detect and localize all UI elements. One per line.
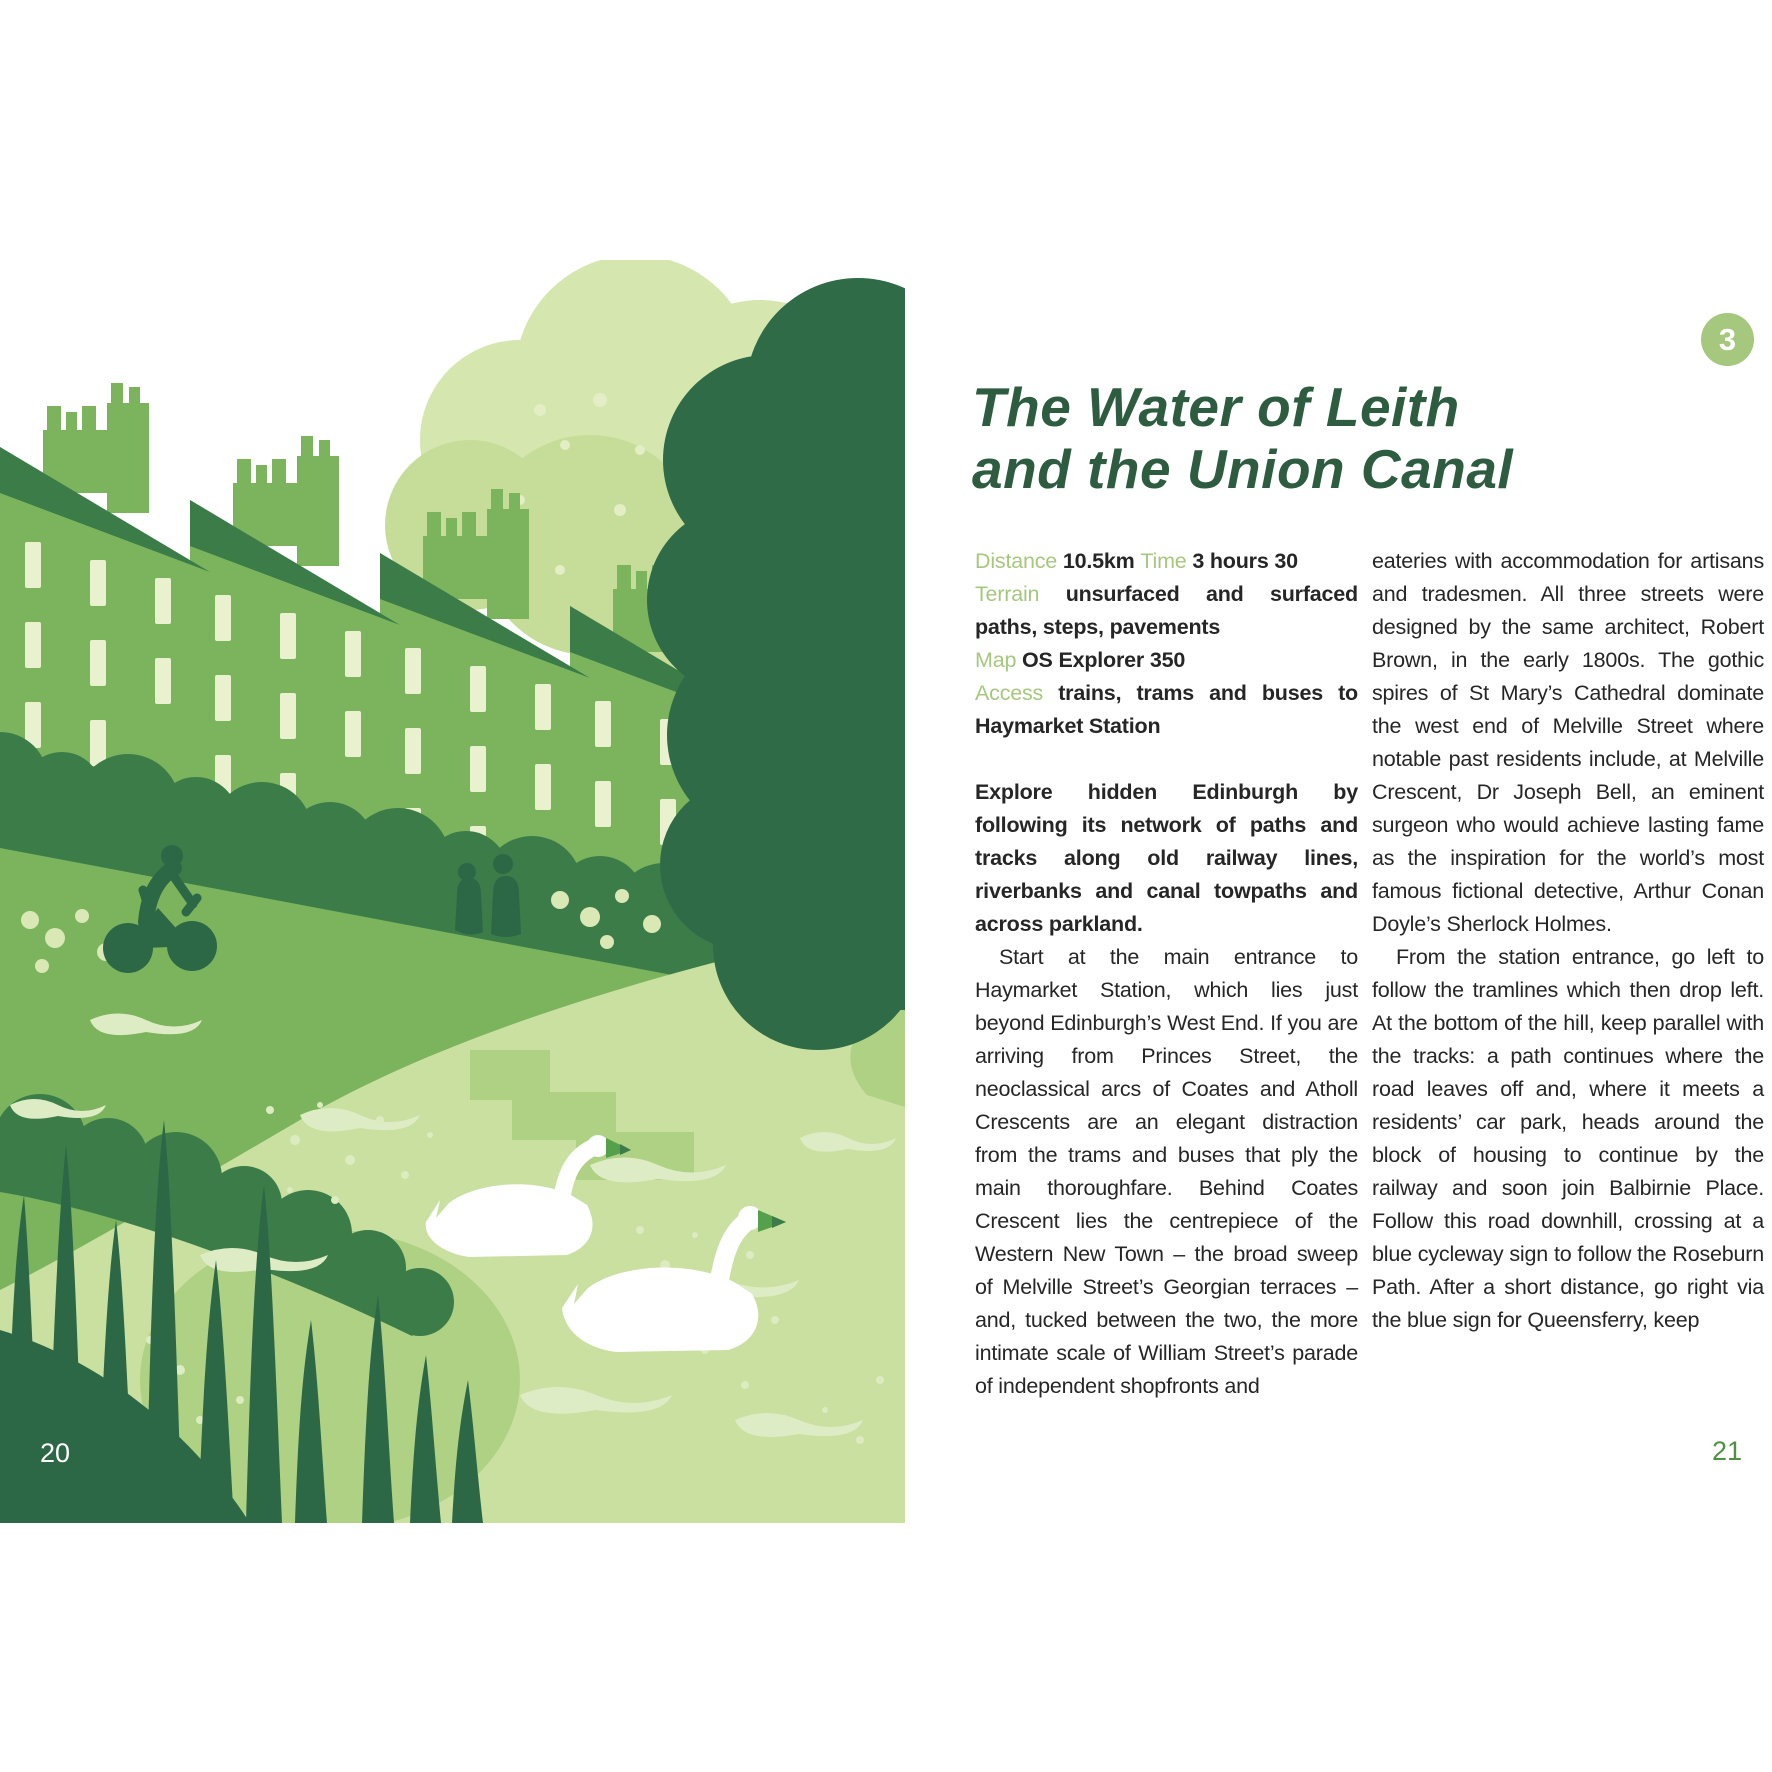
info-value-time: 3 hours 30 (1192, 549, 1298, 573)
body-paragraph-column2-a: eateries with accommodation for artisans and tradesmen. All three streets were designed by the same architect, Robert Brown, in the early 1800s. The gothic spires of St Mary’s Cathedral dominate the west end of Melville Street where notable past residents include, at Melville Crescent, Dr Joseph Bell, an eminent surgeon who would achieve lasting fame as the inspiration for the world’s most famous fictional detective, Arthur Conan Doyle’s Sherlock Holmes. (1372, 549, 1764, 936)
text-column-2 (1372, 545, 1764, 1337)
info-distance-time (975, 545, 1358, 578)
info-value-map: OS Explorer 350 (1022, 648, 1186, 672)
info-label-distance: Distance (975, 549, 1058, 573)
walk-title (972, 376, 1612, 500)
info-map (975, 644, 1358, 677)
walk-number-badge: 3 (1701, 313, 1754, 366)
info-label-map: Map (975, 648, 1017, 672)
info-value-terrain: unsurfaced and surfaced paths, steps, pavements (975, 582, 1358, 639)
info-value-access: trains, trams and buses to Haymarket Station (975, 681, 1358, 738)
text-column-1 (975, 545, 1358, 1403)
info-access (975, 677, 1358, 743)
walk-title-line2: and the Union Canal (972, 438, 1514, 500)
info-label-terrain: Terrain (975, 582, 1040, 606)
walk-info-block (975, 545, 1358, 743)
intro-paragraph: Explore hidden Edinburgh by following its network of paths and tracks along old railway lines, riverbanks and canal towpaths and across parkland. (975, 780, 1358, 936)
page-number-left: 20 (40, 1438, 71, 1468)
page-number-right: 21 (1712, 1436, 1743, 1466)
walk-title-line1: The Water of Leith (972, 376, 1460, 438)
body-paragraph-column1: Start at the main entrance to Haymarket Station, which lies just beyond Edinburgh’s West End. If you are arriving from Princes Street, the neoclassical arcs of Coates and Atholl Crescents are an elegant distraction from the trams and buses that ply the main thoroughfare. Behind Coates Crescent lies the centrepiece of the Western New Town – the broad sweep of Melville Street’s Georgian terraces – and, tucked between the two, the more intimate scale of William Street’s parade of independent shopfronts and (975, 945, 1358, 1398)
info-label-access: Access (975, 681, 1044, 705)
body-paragraph-column2-b: From the station entrance, go left to follow the tramlines which then drop left. At the bottom of the hill, keep parallel with the tracks: a path continues where the road leaves off and, where it meets a residents’ car park, heads around the block of housing to continue by the railway and soon join Balbirnie Place. Follow this road downhill, crossing at a blue cycleway sign to follow the Roseburn Path. After a short distance, go right via the blue sign for Queensferry, keep (1372, 945, 1764, 1332)
info-label-time: Time (1140, 549, 1187, 573)
info-terrain (975, 578, 1358, 644)
canal-scene-illustration (0, 260, 905, 1523)
info-value-distance: 10.5km (1062, 549, 1135, 573)
